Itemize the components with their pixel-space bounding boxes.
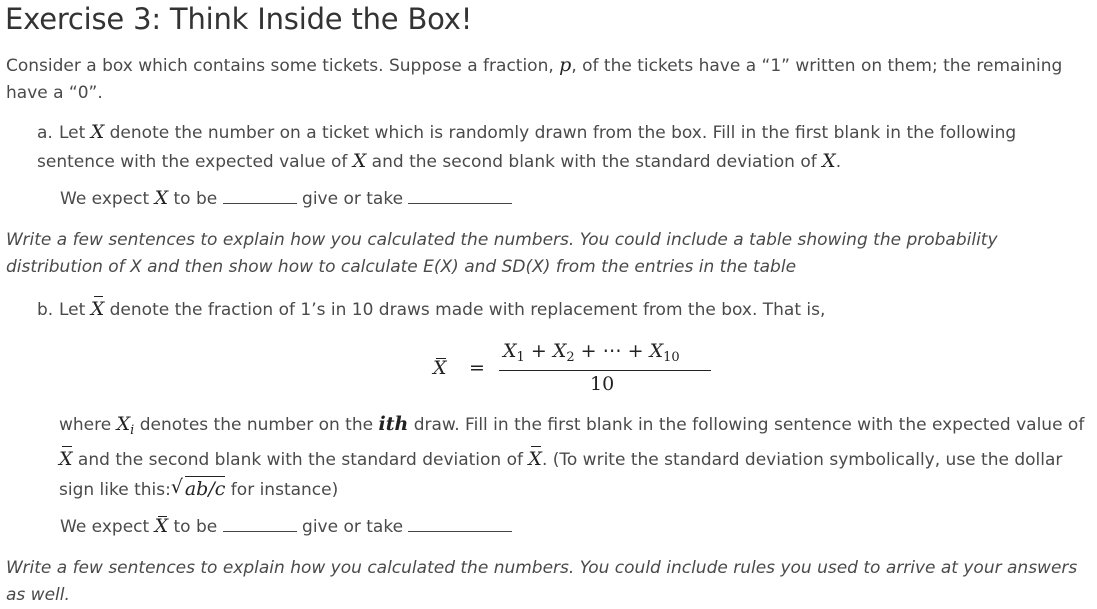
expected-value-blank-b[interactable] bbox=[223, 515, 297, 532]
part-a-label: a. bbox=[37, 123, 53, 143]
fraction-bar bbox=[499, 370, 711, 371]
expected-value-blank-a[interactable] bbox=[223, 187, 297, 204]
page-title: Exercise 3: Think Inside the Box! bbox=[5, 2, 473, 36]
part-b: b. Let X denote the fraction of 1’s in 10 draws made with replacement from the box. That is, bbox=[37, 295, 1087, 324]
sd-blank-a[interactable] bbox=[408, 187, 512, 204]
formula-numerator: $X_1 + X_2$ + ⋯ + $X_{10}$ bbox=[503, 340, 680, 365]
sd-blank-b[interactable] bbox=[408, 515, 512, 532]
part-b-answer-line: We expect X to be give or take bbox=[60, 515, 512, 537]
math-p: p bbox=[559, 54, 572, 76]
formula-denominator: 10 bbox=[590, 373, 615, 395]
part-b-label: b. bbox=[37, 300, 54, 320]
xbar-formula: X = $X_1 + X_2$ + ⋯ + $X_{10}$ 10 bbox=[433, 340, 723, 402]
sqrt-example: √ ab/c bbox=[170, 476, 226, 500]
part-b-detail: where $X_i$ denotes the number on the ith draw. Fill in the first blank in the following sentence with the expected value of X and the second blank with the standard deviation of X. (To write the standard deviation symbolically, use the dollar sign like this: √ ab/c for instance) bbox=[59, 410, 1089, 505]
note-b: Write a few sentences to explain how you calculated the numbers. You could include rules you used to arrive at your answers as well. bbox=[6, 558, 1078, 605]
part-a-answer-line: We expect X to be give or take bbox=[60, 187, 512, 209]
intro-paragraph: Consider a box which contains some tickets. Suppose a fraction, p, of the tickets have a “1” written on them; the remaining have a “0”. bbox=[6, 54, 1063, 103]
note-a: Write a few sentences to explain how you calculated the numbers. You could include a table showing the probability distribution of X and then show how to calculate E(X) and SD(X) from the entries in the table bbox=[6, 230, 998, 277]
part-a: a. Let X denote the number on a ticket which is randomly drawn from the box. Fill in the first blank in the following sentence with the expected value of X and the second blank with the standard deviation of X. bbox=[37, 121, 1017, 172]
